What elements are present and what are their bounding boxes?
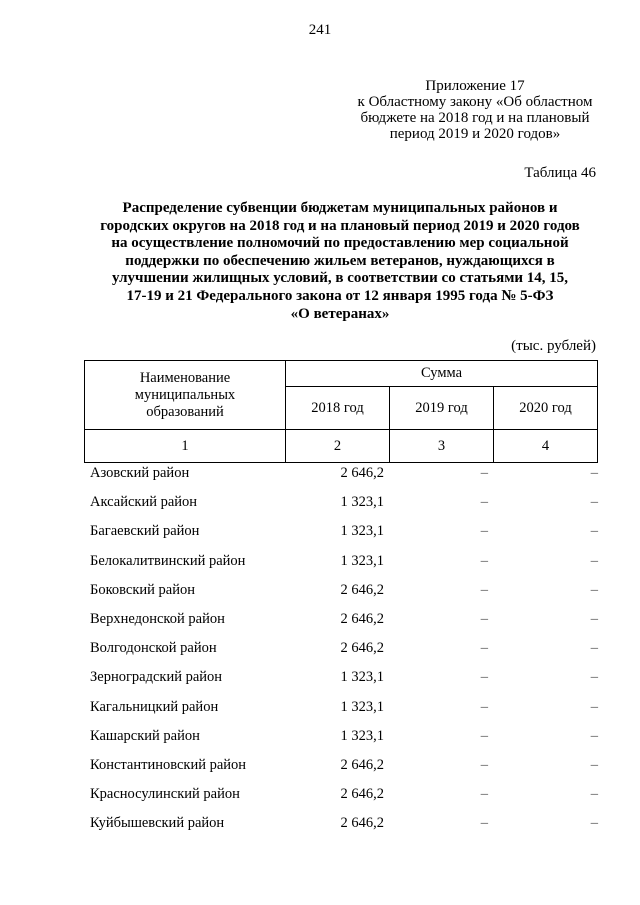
row-value-2020: – [590,669,598,686]
title-line: улучшении жилищных условий, в соответствии со статьями 14, 15, [111,270,569,287]
appendix-line: период 2019 и 2020 годов» [389,126,561,142]
table-row [90,547,598,576]
table-row [90,693,598,722]
title-line: на осуществление полномочий по предоставлению мер социальной [111,235,569,252]
row-value-2020: – [590,786,598,803]
table-row [90,517,598,546]
row-value-2020: – [590,756,598,773]
row-value-2019: – [480,727,488,744]
table-row [90,751,598,780]
header-index-4: 4 [494,430,598,463]
row-value-2018: 2 646,2 [340,581,384,598]
row-name: Волгодонской район [90,640,217,657]
table-row [90,809,598,838]
table-row [90,634,598,663]
appendix-reference [330,78,620,142]
row-name: Аксайский район [90,494,198,511]
row-value-2019: – [480,523,488,540]
title-line: городских округов на 2018 год и на плановый период 2019 и 2020 годов [100,217,580,234]
row-value-2018: 2 646,2 [340,815,384,832]
row-value-2018: 2 646,2 [340,640,384,657]
row-value-2019: – [480,494,488,511]
title-line: «О ветеранах» [290,305,390,322]
row-value-2020: – [590,523,598,540]
row-value-2020: – [590,698,598,715]
row-value-2018: 2 646,2 [340,756,384,773]
header-year-2018: 2018 год [286,387,390,430]
table-row [90,605,598,634]
row-value-2018: 1 323,1 [340,523,384,540]
table-number: Таблица 46 [524,165,596,181]
row-name: Константиновский район [90,756,247,773]
table-row [90,488,598,517]
row-value-2019: – [480,815,488,832]
table-header [84,360,598,463]
table-row [90,663,598,692]
header-index-3: 3 [390,430,494,463]
header-name-column [85,361,286,430]
header-index-1: 1 [85,430,286,463]
row-name: Зерноградский район [90,669,223,686]
row-name: Куйбышевский район [90,815,225,832]
row-value-2020: – [590,465,598,481]
row-value-2018: 1 323,1 [340,494,384,511]
header-year-2019: 2019 год [390,387,494,430]
row-value-2020: – [590,640,598,657]
row-value-2019: – [480,610,488,627]
row-name: Азовский район [90,465,190,481]
units-label: (тыс. рублей) [511,338,596,354]
row-value-2019: – [480,786,488,803]
header-sum: Сумма [286,361,598,387]
header-name-line: Наименование [139,369,231,386]
row-value-2018: 1 323,1 [340,727,384,744]
header-index-2: 2 [286,430,390,463]
row-value-2020: – [590,610,598,627]
table-body [90,459,598,838]
row-value-2020: – [590,494,598,511]
row-name: Кагальницкий район [90,698,219,715]
row-value-2018: 2 646,2 [340,465,384,481]
row-name: Верхнедонской район [90,610,225,627]
row-name: Красносулинский район [90,786,240,803]
table-row [90,459,598,488]
header-year-2020: 2020 год [494,387,598,430]
row-value-2018: 1 323,1 [340,552,384,569]
row-value-2020: – [590,552,598,569]
row-value-2020: – [590,581,598,598]
row-value-2019: – [480,698,488,715]
row-value-2018: 2 646,2 [340,786,384,803]
row-value-2019: – [480,465,488,481]
row-value-2018: 2 646,2 [340,610,384,627]
document-title [80,200,600,323]
title-line: поддержки по обеспечению жильем ветеранов, нуждающихся в [125,252,555,269]
table-row [90,722,598,751]
appendix-line: бюджете на 2018 год и на плановый [360,110,590,126]
row-value-2019: – [480,552,488,569]
page-number: 241 [308,22,332,38]
row-name: Белокалитвинский район [90,552,246,569]
table-row [90,780,598,809]
header-name-line: муниципальных [134,386,236,403]
row-name: Боковский район [90,581,195,598]
title-line: Распределение субвенции бюджетам муниципальных районов и [122,200,558,216]
row-value-2020: – [590,815,598,832]
row-value-2020: – [590,727,598,744]
row-value-2018: 1 323,1 [340,698,384,715]
table-row [90,576,598,605]
row-value-2019: – [480,756,488,773]
title-line: 17-19 и 21 Федерального закона от 12 января 1995 года № 5-ФЗ [126,287,554,304]
row-value-2019: – [480,669,488,686]
header-name-line: образований [146,403,224,420]
row-name: Кашарский район [90,727,200,744]
appendix-line: к Областному закону «Об областном [357,94,593,110]
row-value-2018: 1 323,1 [340,669,384,686]
appendix-line: Приложение 17 [425,78,525,94]
row-value-2019: – [480,581,488,598]
row-value-2019: – [480,640,488,657]
row-name: Багаевский район [90,523,200,540]
